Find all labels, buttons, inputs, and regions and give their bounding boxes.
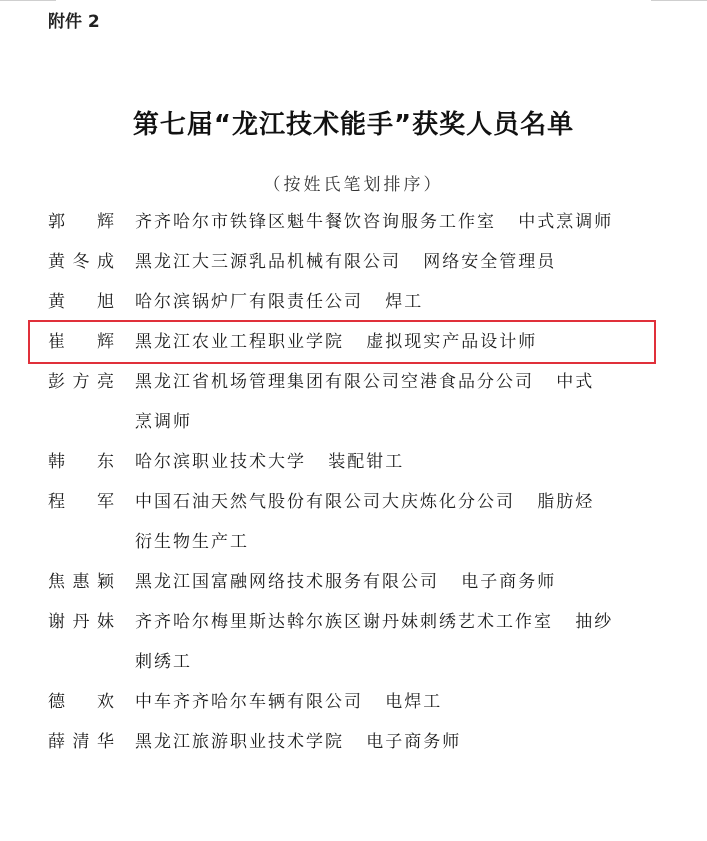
awardee-name-char: 薛 <box>48 732 65 752</box>
awardee-employer-occupation: 黑龙江农业工程职业学院 虚拟现实产品设计师 <box>135 332 538 352</box>
awardee-name-char: 焦 <box>48 572 65 592</box>
awardee-name-char: 军 <box>97 492 114 512</box>
awardee-name-char: 韩 <box>48 452 65 472</box>
awardee-list <box>48 202 668 762</box>
document-title: 第七届“龙江技术能手”获奖人员名单 <box>132 110 575 140</box>
awardee-name-char: 彭 <box>48 372 65 392</box>
awardee-name-char: 成 <box>97 252 114 272</box>
awardee-name <box>48 242 114 282</box>
awardee-employer-occupation: 中车齐齐哈尔车辆有限公司 电焊工 <box>135 692 443 712</box>
awardee-name-char: 妹 <box>97 612 114 632</box>
awardee-name-char: 亮 <box>97 372 114 392</box>
awardee-employer-occupation: 中国石油天然气股份有限公司大庆炼化分公司 脂肪烃 <box>135 492 595 512</box>
awardee-name <box>48 722 114 762</box>
awardee-row <box>48 242 668 282</box>
awardee-employer-occupation: 哈尔滨职业技术大学 装配钳工 <box>135 452 405 472</box>
awardee-name-char: 郭 <box>48 212 65 232</box>
attachment-label: 附件 2 <box>48 12 100 32</box>
awardee-name <box>48 362 114 402</box>
awardee-name-char: 颖 <box>97 572 114 592</box>
awardee-employer-occupation: 齐齐哈尔梅里斯达斡尔族区谢丹妹刺绣艺术工作室 抽纱 <box>135 612 614 632</box>
awardee-name-char: 谢 <box>48 612 65 632</box>
awardee-name-char: 辉 <box>97 332 114 352</box>
awardee-name-char: 欢 <box>97 692 114 712</box>
crop-mark-left <box>0 0 56 1</box>
awardee-name-char: 惠 <box>72 572 90 592</box>
awardee-row <box>48 562 668 602</box>
awardee-name <box>48 682 114 722</box>
awardee-name-char: 方 <box>72 372 90 392</box>
awardee-name-char: 华 <box>97 732 114 752</box>
awardee-employer-occupation: 哈尔滨锅炉厂有限责任公司 焊工 <box>135 292 424 312</box>
awardee-name <box>48 442 114 482</box>
highlight-box <box>28 320 656 364</box>
awardee-name <box>48 602 114 642</box>
awardee-row <box>48 722 668 762</box>
awardee-name <box>48 202 114 242</box>
awardee-employer-occupation: 黑龙江旅游职业技术学院 电子商务师 <box>135 732 462 752</box>
awardee-row <box>48 682 668 722</box>
awardee-name <box>48 562 114 602</box>
awardee-name-char: 丹 <box>72 612 90 632</box>
awardee-row <box>48 282 668 322</box>
awardee-employer-occupation: 黑龙江国富融网络技术服务有限公司 电子商务师 <box>135 572 557 592</box>
awardee-name <box>48 482 114 522</box>
sort-note: （按姓氏笔划排序） <box>263 175 444 195</box>
awardee-row <box>48 202 668 242</box>
awardee-name-char: 黄 <box>48 292 65 312</box>
awardee-name-char: 东 <box>97 452 114 472</box>
awardee-name <box>48 282 114 322</box>
awardee-name-char: 崔 <box>48 332 65 352</box>
awardee-row <box>48 362 668 442</box>
awardee-name-char: 辉 <box>97 212 114 232</box>
awardee-name-char: 旭 <box>97 292 114 312</box>
awardee-employer-occupation: 黑龙江大三源乳品机械有限公司 网络安全管理员 <box>135 252 557 272</box>
awardee-row <box>48 602 668 682</box>
awardee-employer-occupation: 齐齐哈尔市铁锋区魁牛餐饮咨询服务工作室 中式烹调师 <box>135 212 614 232</box>
awardee-occupation-continued: 刺绣工 <box>135 652 192 672</box>
crop-mark-right <box>651 0 707 1</box>
awardee-name-char: 冬 <box>72 252 90 272</box>
awardee-occupation-continued: 衍生物生产工 <box>135 532 249 552</box>
awardee-occupation-continued: 烹调师 <box>135 412 192 432</box>
awardee-row <box>48 482 668 562</box>
awardee-employer-occupation: 黑龙江省机场管理集团有限公司空港食品分公司 中式 <box>135 372 595 392</box>
awardee-name-char: 黄 <box>48 252 65 272</box>
awardee-name-char: 程 <box>48 492 65 512</box>
awardee-name-char: 德 <box>48 692 65 712</box>
awardee-row <box>48 442 668 482</box>
awardee-name-char: 清 <box>72 732 90 752</box>
